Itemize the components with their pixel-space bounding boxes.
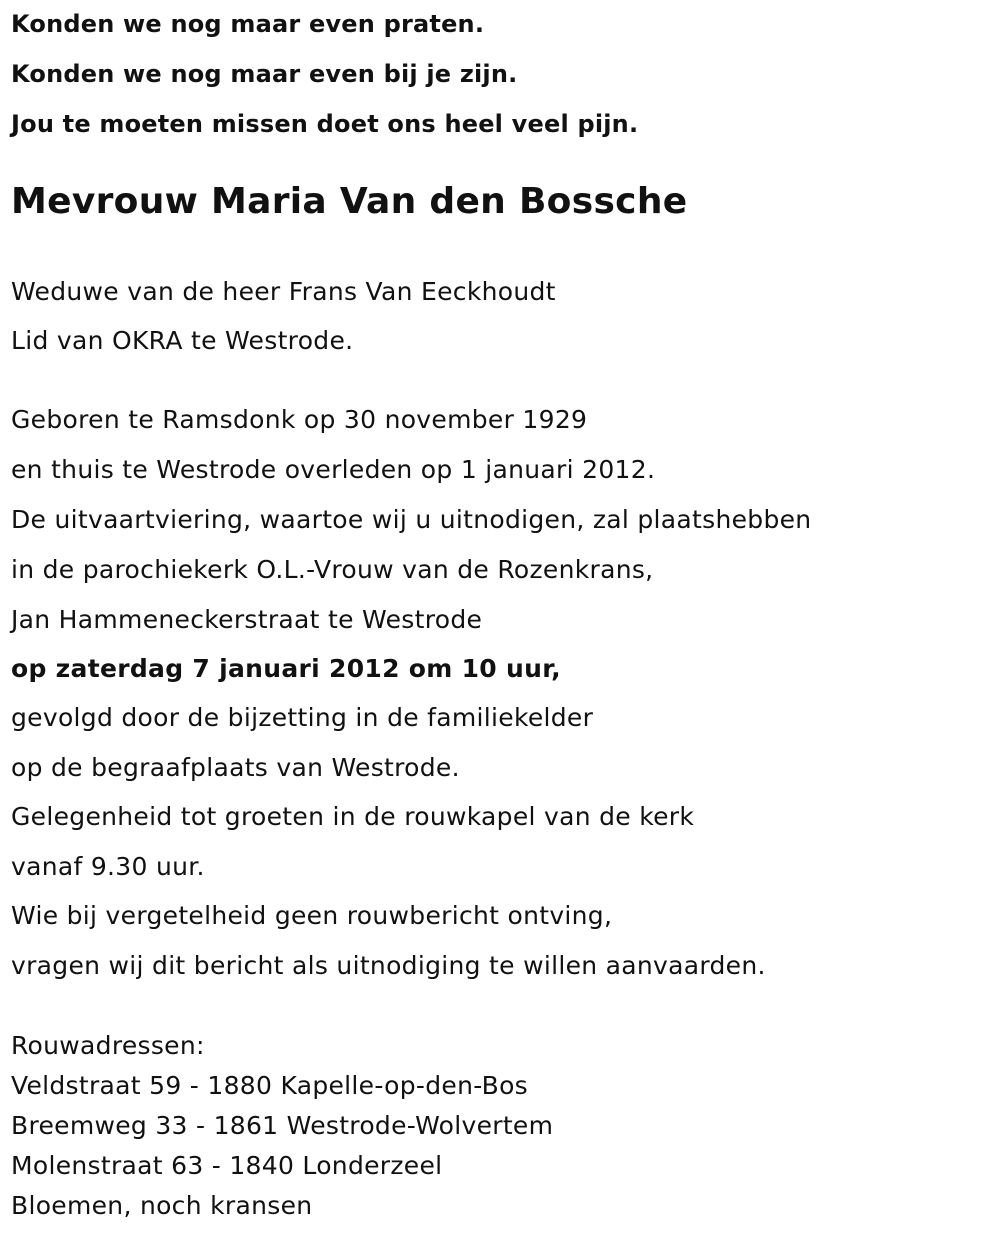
detail-line-4: in de parochiekerk O.L.-Vrouw van de Rozenkrans, xyxy=(11,555,654,584)
poem-line-1: Konden we nog maar even praten. xyxy=(11,10,485,38)
detail-line-8: op de begraafplaats van Westrode. xyxy=(11,753,460,782)
address-line-3: Molenstraat 63 - 1840 Londerzeel xyxy=(11,1151,443,1180)
addresses-heading: Rouwadressen: xyxy=(11,1031,205,1060)
deceased-name: Mevrouw Maria Van den Bossche xyxy=(11,181,688,222)
detail-line-12: vragen wij dit bericht als uitnodiging te willen aanvaarden. xyxy=(11,951,766,980)
address-line-1: Veldstraat 59 - 1880 Kapelle-op-den-Bos xyxy=(11,1071,529,1100)
detail-line-10: vanaf 9.30 uur. xyxy=(11,852,205,881)
poem-line-2: Konden we nog maar even bij je zijn. xyxy=(11,60,518,88)
flowers-note: Bloemen, noch kransen xyxy=(11,1191,313,1220)
detail-line-3: De uitvaartviering, waartoe wij u uitnodigen, zal plaatshebben xyxy=(11,505,812,534)
detail-line-1: Geboren te Ramsdonk op 30 november 1929 xyxy=(11,405,588,434)
address-line-2: Breemweg 33 - 1861 Westrode-Wolvertem xyxy=(11,1111,554,1140)
relation-line-2: Lid van OKRA te Westrode. xyxy=(11,326,354,355)
detail-line-11: Wie bij vergetelheid geen rouwbericht ontving, xyxy=(11,901,613,930)
detail-line-5: Jan Hammeneckerstraat te Westrode xyxy=(11,605,483,634)
detail-line-9: Gelegenheid tot groeten in de rouwkapel van de kerk xyxy=(11,802,695,831)
relation-line-1: Weduwe van de heer Frans Van Eeckhoudt xyxy=(11,277,556,306)
poem-line-3: Jou te moeten missen doet ons heel veel pijn. xyxy=(11,110,639,138)
ceremony-datetime: op zaterdag 7 januari 2012 om 10 uur, xyxy=(11,654,561,683)
detail-line-2: en thuis te Westrode overleden op 1 januari 2012. xyxy=(11,455,656,484)
detail-line-7: gevolgd door de bijzetting in de familiekelder xyxy=(11,703,594,732)
